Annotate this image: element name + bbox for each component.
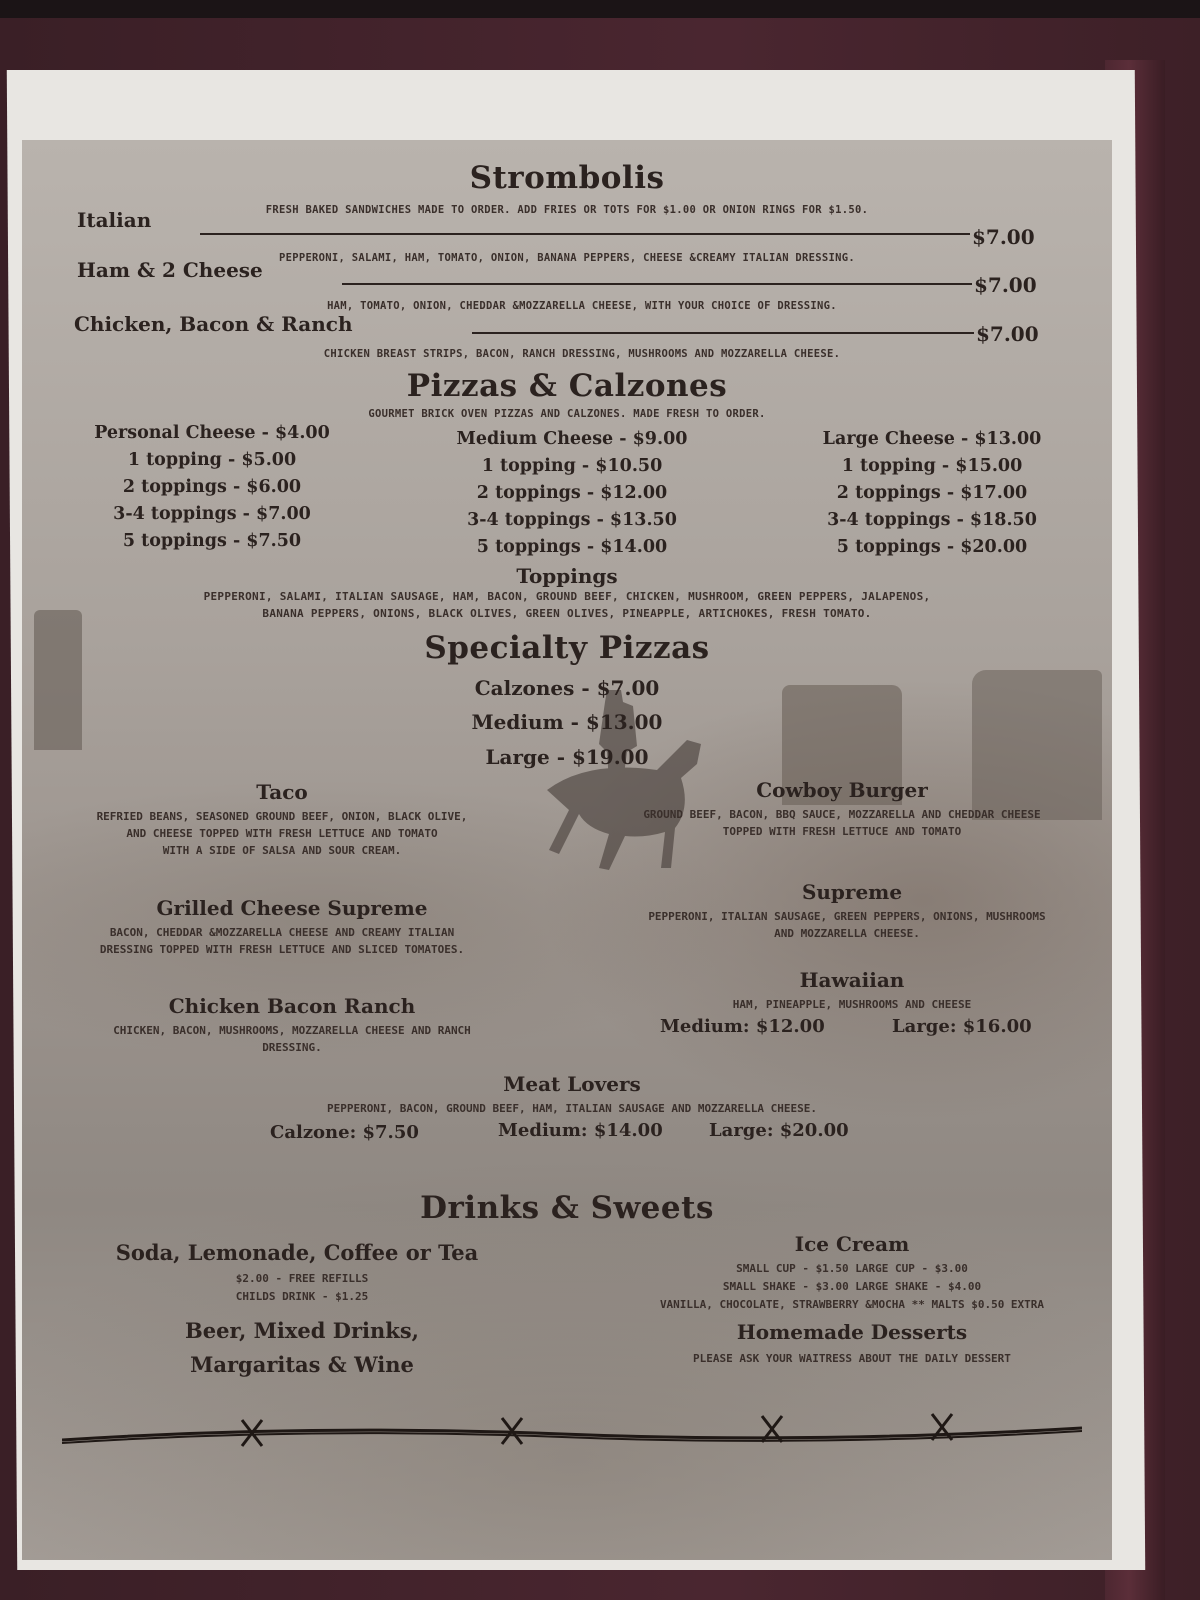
price-leader-line [472,332,974,334]
meat-lovers-large-price: Large: $20.00 [709,1120,849,1141]
description-line: CHICKEN, BACON, MUSHROOMS, MOZZARELLA CHEESE AND RANCH [113,1024,471,1037]
pizza-price-column-personal [52,420,372,555]
pizza-price-line: Personal Cheese - $4.00 [94,423,330,443]
specialty-taco-name: Taco [256,780,308,804]
strombolis-title: Strombolis [469,160,665,196]
horse-rider-silhouette [527,680,717,870]
desserts-description: PLEASE ASK YOUR WAITRESS ABOUT THE DAILY DESSERT [693,1352,1011,1365]
description-line: DRESSING. [262,1041,322,1054]
stromboli-description: CHICKEN BREAST STRIPS, BACON, RANCH DRESSING, MUSHROOMS AND MOZZARELLA CHEESE. [323,348,841,360]
specialty-cowboy-description [592,806,1092,840]
stromboli-description: PEPPERONI, SALAMI, HAM, TOMATO, ONION, BANANA PEPPERS, CHEESE &CREAMY ITALIAN DRESSING. [278,252,856,264]
ice-cream-title: Ice Cream [794,1232,910,1256]
description-line: PEPPERONI, ITALIAN SAUSAGE, GREEN PEPPERS, ONIONS, MUSHROOMS [648,910,1046,923]
specialty-supreme-name: Supreme [801,880,903,904]
stromboli-name: Ham & 2 Cheese [77,258,263,282]
specialty-hawaiian-description: HAM, PINEAPPLE, MUSHROOMS AND CHEESE [732,998,972,1011]
drinks-child-price: CHILDS DRINK - $1.25 [235,1290,369,1303]
pizza-price-line: Medium Cheese - $9.00 [456,429,688,449]
barbed-wire-decoration [62,1412,1082,1452]
pizza-price-column-medium [412,426,732,561]
stromboli-price: $7.00 [976,322,1039,346]
pizza-price-line: 2 toppings - $6.00 [122,477,302,497]
pizza-price-line: 2 toppings - $12.00 [476,483,668,503]
stromboli-name: Chicken, Bacon & Ranch [74,312,353,336]
pizza-price-line: 5 toppings - $7.50 [122,531,302,551]
pizzas-subtitle: GOURMET BRICK OVEN PIZZAS AND CALZONES. MADE FRESH TO ORDER. [368,408,766,420]
description-line: WITH A SIDE OF SALSA AND SOUR CREAM. [162,844,402,857]
specialty-grilled-description [32,924,532,958]
pizza-price-line: 1 topping - $5.00 [127,450,297,470]
drinks-soda-price: $2.00 - FREE REFILLS [235,1272,369,1285]
pizza-price-line: 5 toppings - $20.00 [836,537,1028,557]
pizza-price-line: 1 topping - $10.50 [481,456,663,476]
toppings-title: Toppings [516,564,618,588]
specialty-price: Calzones - $7.00 [474,676,660,700]
stromboli-description: HAM, TOMATO, ONION, CHEDDAR &MOZZARELLA CHEESE, WITH YOUR CHOICE OF DRESSING. [327,300,837,312]
pizza-price-line: 3-4 toppings - $18.50 [827,510,1037,530]
pizza-price-line: 5 toppings - $14.00 [476,537,668,557]
hawaiian-large-price: Large: $16.00 [892,1016,1032,1037]
specialty-hawaiian-name: Hawaiian [799,968,905,992]
strombolis-subtitle: FRESH BAKED SANDWICHES MADE TO ORDER. ADD FRIES OR TOTS FOR $1.00 OR ONION RINGS FOR $1.50. [265,204,869,216]
meat-lovers-calzone-price: Calzone: $7.50 [270,1122,419,1143]
description-line: BACON, CHEDDAR &MOZZARELLA CHEESE AND CREAMY ITALIAN [109,926,455,939]
desserts-title: Homemade Desserts [736,1320,968,1344]
price-leader-line [200,233,970,235]
hawaiian-medium-price: Medium: $12.00 [660,1016,825,1037]
pizza-price-line: 1 topping - $15.00 [841,456,1023,476]
description-line: REFRIED BEANS, SEASONED GROUND BEEF, ONION, BLACK OLIVE, [96,810,468,823]
pizza-price-line: 3-4 toppings - $13.50 [467,510,677,530]
toppings-list: PEPPERONI, SALAMI, ITALIAN SAUSAGE, HAM, BACON, GROUND BEEF, CHICKEN, MUSHROOM, GREEN PEPPERS, JALAPENOS, [203,590,931,603]
description-line: DRESSING TOPPED WITH FRESH LETTUCE AND SLICED TOMATOES. [99,943,465,956]
ice-cream-flavors: VANILLA, CHOCOLATE, STRAWBERRY &MOCHA ** MALTS $0.50 EXTRA [659,1298,1045,1311]
drinks-beer-line: Margaritas & Wine [190,1352,414,1377]
specialty-cbr-description [42,1022,542,1056]
specialty-cbr-name: Chicken Bacon Ranch [168,994,416,1018]
specialty-taco-description [42,808,522,859]
ice-cream-cup-prices: SMALL CUP - $1.50 LARGE CUP - $3.00 [736,1262,968,1275]
meat-lovers-medium-price: Medium: $14.00 [498,1120,663,1141]
drinks-title: Drinks & Sweets [420,1190,714,1226]
specialty-grilled-name: Grilled Cheese Supreme [156,896,428,920]
ice-cream-shake-prices: SMALL SHAKE - $3.00 LARGE SHAKE - $4.00 [722,1280,982,1293]
specialty-price: Medium - $13.00 [471,710,663,734]
pizzas-title: Pizzas & Calzones [406,368,728,404]
price-leader-line [342,283,972,285]
specialty-meat-lovers-description: PEPPERONI, BACON, GROUND BEEF, HAM, ITALIAN SAUSAGE AND MOZZARELLA CHEESE. [326,1102,818,1115]
stromboli-price: $7.00 [974,273,1037,297]
pizza-price-line: 2 toppings - $17.00 [836,483,1028,503]
stromboli-name: Italian [77,208,152,232]
specialty-price: Large - $19.00 [485,745,649,769]
specialty-cowboy-name: Cowboy Burger [756,778,928,802]
description-line: GROUND BEEF, BACON, BBQ SAUCE, MOZZARELLA AND CHEDDAR CHEESE [643,808,1041,821]
pizza-price-line: 3-4 toppings - $7.00 [113,504,311,524]
drinks-soda-name: Soda, Lemonade, Coffee or Tea [115,1240,479,1265]
specialty-meat-lovers-name: Meat Lovers [503,1072,641,1096]
pizza-price-line: Large Cheese - $13.00 [822,429,1042,449]
description-line: TOPPED WITH FRESH LETTUCE AND TOMATO [722,825,962,838]
stromboli-price: $7.00 [972,225,1035,249]
drinks-beer-line: Beer, Mixed Drinks, [185,1318,419,1343]
specialty-supreme-description [597,908,1097,942]
specialty-title: Specialty Pizzas [424,630,710,666]
toppings-list: BANANA PEPPERS, ONIONS, BLACK OLIVES, GREEN OLIVES, PINEAPPLE, ARTICHOKES, FRESH TOMATO. [262,607,872,620]
description-line: AND MOZZARELLA CHEESE. [774,927,920,940]
description-line: AND CHEESE TOPPED WITH FRESH LETTUCE AND TOMATO [126,827,438,840]
menu-page [22,140,1112,1560]
pizza-price-column-large [772,426,1092,561]
